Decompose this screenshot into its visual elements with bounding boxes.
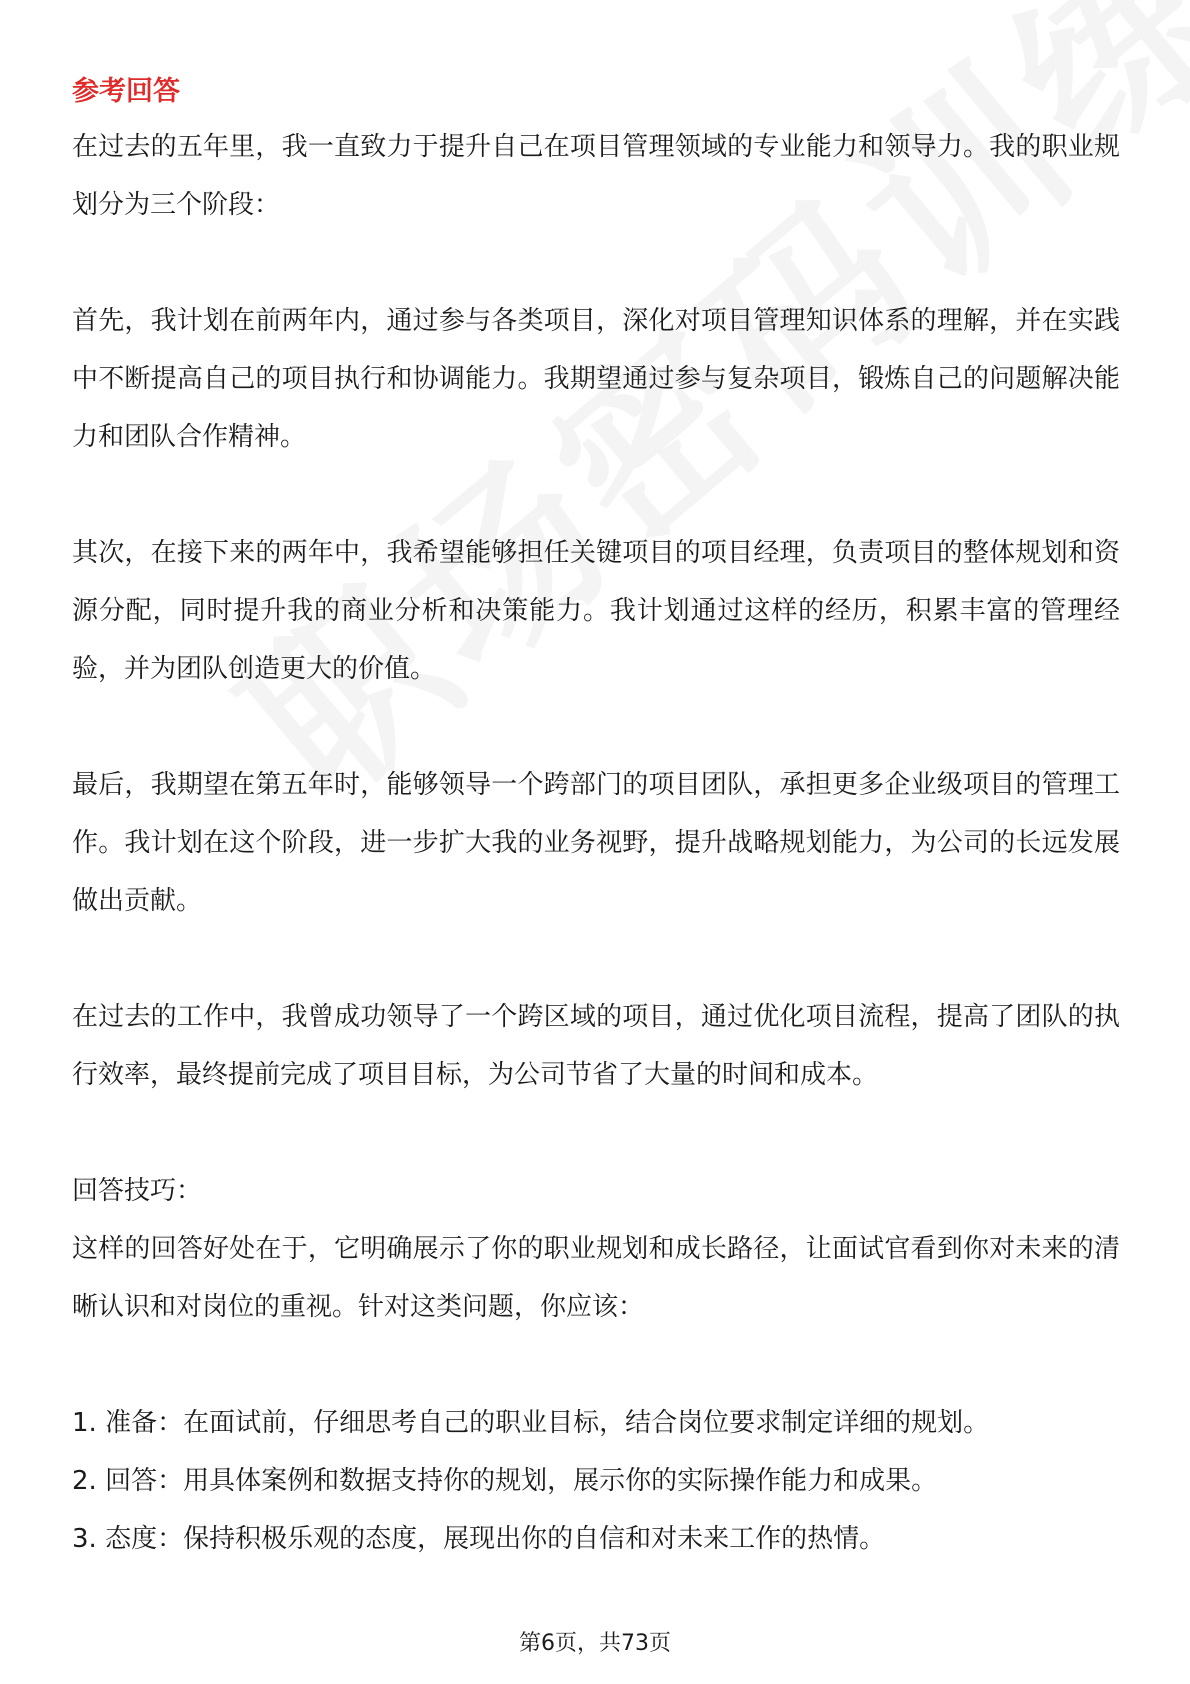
document-body	[72, 72, 1120, 1568]
paragraph-stage-two: 其次，在接下来的两年中，我希望能够担任关键项目的项目经理，负责项目的整体规划和资源分配，同时提升我的商业分析和决策能力。我计划通过这样的经历，积累丰富的管理经验，并为团队创造更大的价值。	[72, 538, 1120, 684]
paragraph-stage-three: 最后，我期望在第五年时，能够领导一个跨部门的项目团队，承担更多企业级项目的管理工作。我计划在这个阶段，进一步扩大我的业务视野，提升战略规划能力，为公司的长远发展做出贡献。	[72, 770, 1120, 916]
paragraph-experience: 在过去的工作中，我曾成功领导了一个跨区域的项目，通过优化项目流程，提高了团队的执行效率，最终提前完成了项目目标，为公司节省了大量的时间和成本。	[72, 1002, 1120, 1090]
tips-list	[72, 1394, 1120, 1568]
paragraph-intro: 在过去的五年里，我一直致力于提升自己在项目管理领域的专业能力和领导力。我的职业规划分为三个阶段：	[72, 132, 1120, 220]
section-heading: 参考回答	[72, 76, 180, 107]
paragraph-stage-one: 首先，我计划在前两年内，通过参与各类项目，深化对项目管理知识体系的理解，并在实践中不断提高自己的项目执行和协调能力。我期望通过参与复杂项目，锻炼自己的问题解决能力和团队合作精神。	[72, 306, 1120, 452]
list-item: 1. 准备：在面试前，仔细思考自己的职业目标，结合岗位要求制定详细的规划。	[72, 1408, 990, 1438]
tips-intro: 这样的回答好处在于，它明确展示了你的职业规划和成长路径，让面试官看到你对未来的清晰认识和对岗位的重视。针对这类问题，你应该：	[72, 1234, 1120, 1322]
page-number: 第6页，共73页	[519, 1631, 671, 1656]
list-item: 2. 回答：用具体案例和数据支持你的规划，展示你的实际操作能力和成果。	[72, 1466, 938, 1496]
tips-title: 回答技巧：	[72, 1176, 203, 1206]
list-item: 3. 态度：保持积极乐观的态度，展现出你的自信和对未来工作的热情。	[72, 1524, 886, 1554]
